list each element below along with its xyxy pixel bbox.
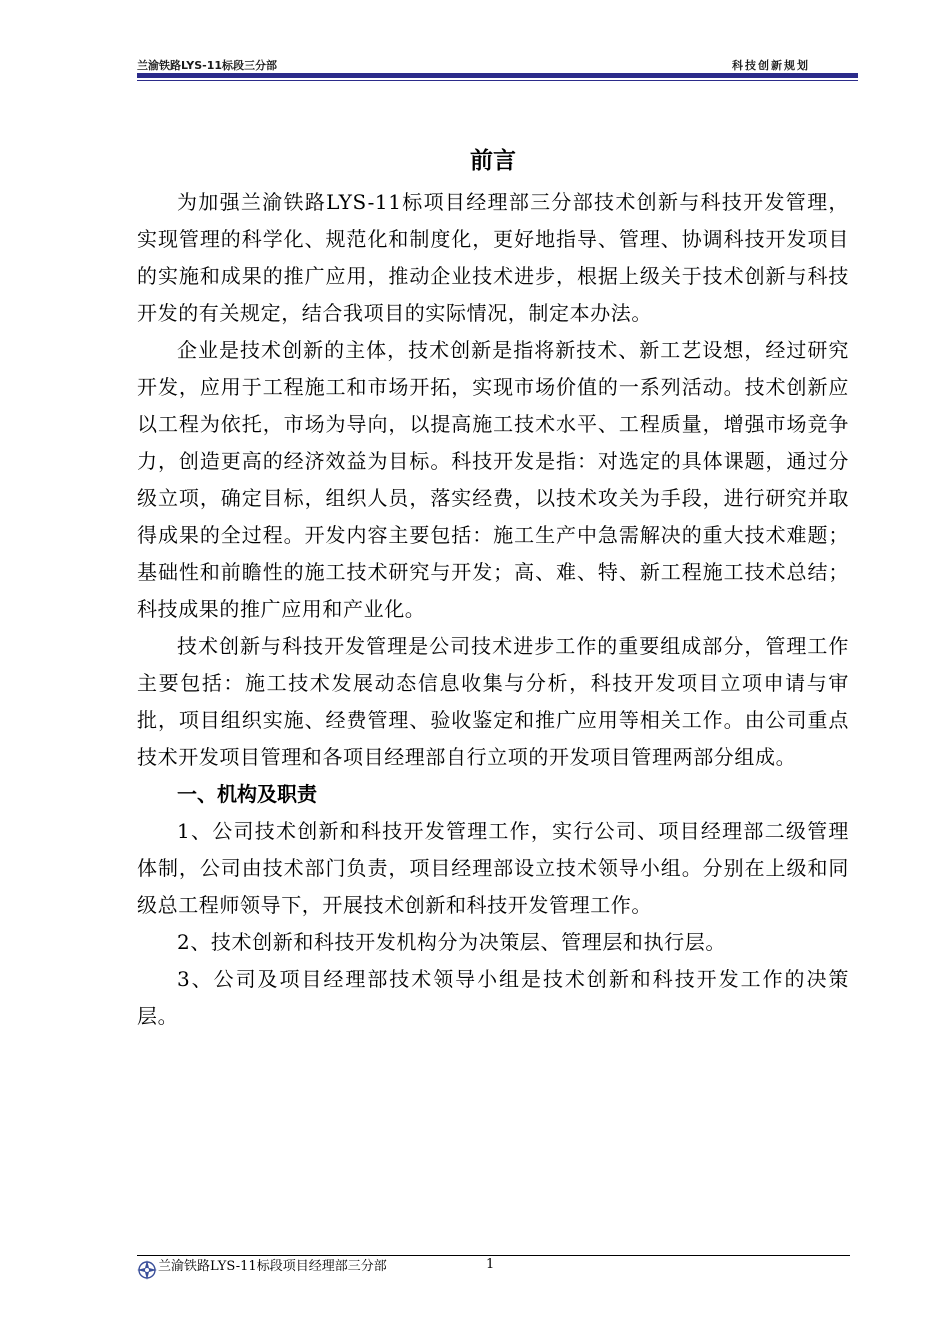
page-number: 1 <box>486 1257 495 1272</box>
paragraph: 企业是技术创新的主体，技术创新是指将新技术、新工艺设想，经过研究开发，应用于工程施工和市场开拓，实现市场价值的一系列活动。技术创新应以工程为依托，市场为导向，以提高施工技术水平、工程质量，增强市场竞争力，创造更高的经济效益为目标。科技开发是指：对选定的具体课题，通过分级立项，确定目标，组织人员，落实经费，以技术攻关为手段，进行研究并取得成果的全过程。开发内容主要包括：施工生产中急需解决的重大技术难题；基础性和前瞻性的施工技术研究与开发；高、难、特、新工程施工技术总结；科技成果的推广应用和产业化。 <box>137 338 849 621</box>
paragraph: 1、公司技术创新和科技开发管理工作，实行公司、项目经理部二级管理体制，公司由技术部门负责，项目经理部设立技术领导小组。分别在上级和同级总工程师领导下，开展技术创新和科技开发管理工作。 <box>137 819 849 917</box>
paragraph: 技术创新与科技开发管理是公司技术进步工作的重要组成部分，管理工作主要包括：施工技术发展动态信息收集与分析，科技开发项目立项申请与审批，项目组织实施、经费管理、验收鉴定和推广应用等相关工作。由公司重点技术开发项目管理和各项目经理部自行立项的开发项目管理两部分组成。 <box>137 634 849 769</box>
paragraph: 为加强兰渝铁路LYS-11标项目经理部三分部技术创新与科技开发管理，实现管理的科学化、规范化和制度化，更好地指导、管理、协调科技开发项目的实施和成果的推广应用，推动企业技术进步，根据上级关于技术创新与科技开发的有关规定，结合我项目的实际情况，制定本办法。 <box>137 190 849 325</box>
header-document-name: 科技创新规划 <box>732 59 810 72</box>
header-project-name: 兰渝铁路LYS-11标段三分部 <box>137 59 278 72</box>
section-heading: 一、机构及职责 <box>177 782 317 806</box>
document-body <box>137 138 849 1035</box>
footer-project-name: 兰渝铁路LYS-11标段项目经理部三分部 <box>158 1259 387 1274</box>
paragraph: 2、技术创新和科技开发机构分为决策层、管理层和执行层。 <box>177 930 726 954</box>
paragraph: 3、公司及项目经理部技术领导小组是技术创新和科技开发工作的决策层。 <box>137 967 849 1028</box>
footer-rule <box>137 1255 850 1256</box>
page-header <box>137 57 858 71</box>
header-rule-thin <box>137 80 858 81</box>
document-title: 前言 <box>470 147 516 174</box>
company-logo-icon <box>136 1259 158 1281</box>
header-rule-thick <box>137 73 858 78</box>
